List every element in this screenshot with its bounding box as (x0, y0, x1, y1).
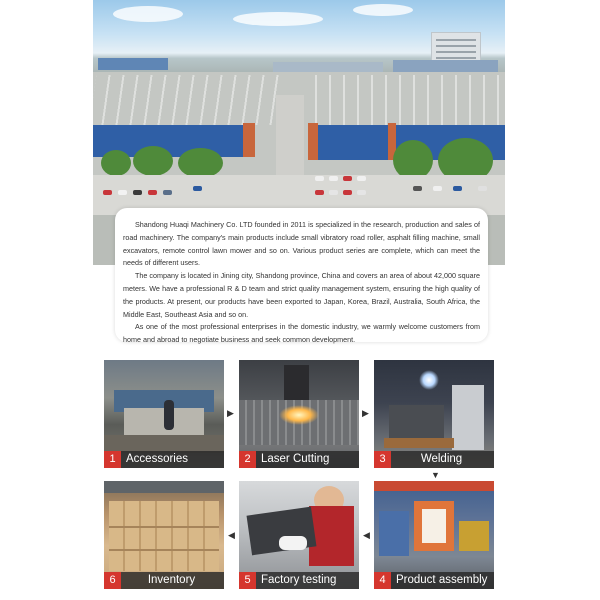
step-label: Factory testing (261, 574, 337, 586)
process-step-inventory (104, 481, 224, 589)
intro-paragraph: Shandong Huaqi Machinery Co. LTD founded in 2011 is specialized in the research, production and sales of road machinery. The company's main products include small vibratory road roller, asphalt filling machine, small excavators, remote control lawn mower and so on. Various product series are complete, which can meet the needs of different users. (123, 220, 480, 268)
process-step-laser-cutting (239, 360, 359, 468)
arrow-left-icon: ◀ (228, 530, 235, 540)
step-number-badge: 3 (374, 451, 391, 468)
intro-paragraph: As one of the most professional enterprises in the domestic industry, we warmly welcome customers from home and abroad to negotiate business and seek common development. (123, 322, 480, 345)
step-caption (239, 451, 359, 468)
step-label: Accessories (126, 453, 188, 465)
arrow-right-icon: ▶ (227, 408, 234, 418)
arrow-left-icon: ◀ (363, 530, 370, 540)
step-label: Laser Cutting (261, 453, 330, 465)
step-caption (374, 451, 494, 468)
company-intro-panel (115, 208, 488, 345)
step-caption (104, 451, 224, 468)
step-caption (239, 572, 359, 589)
step-number-badge: 5 (239, 572, 256, 589)
step-number-badge: 1 (104, 451, 121, 468)
step-caption (104, 572, 224, 589)
process-step-product-assembly (374, 481, 494, 589)
process-step-factory-testing (239, 481, 359, 589)
arrow-right-icon: ▶ (362, 408, 369, 418)
process-step-accessories (104, 360, 224, 468)
step-caption (374, 572, 494, 589)
arrow-down-icon: ▼ (431, 470, 440, 480)
intro-paragraph: The company is located in Jining city, Shandong province, China and covers an area of about 42,000 square meters. We have a professional R & D team and strict quality management system, ensuring the high quality of the products. At present, our products have been exported to Japan, Korea, Brazil, Australia, South Africa, the Middle East, Southeast Asia and so on. (123, 271, 480, 319)
step-label: Welding (420, 453, 463, 465)
step-number-badge: 6 (104, 572, 121, 589)
step-number-badge: 4 (374, 572, 391, 589)
step-label: Inventory (147, 574, 196, 586)
process-step-welding (374, 360, 494, 468)
step-label: Product assembly (396, 574, 488, 586)
step-number-badge: 2 (239, 451, 256, 468)
